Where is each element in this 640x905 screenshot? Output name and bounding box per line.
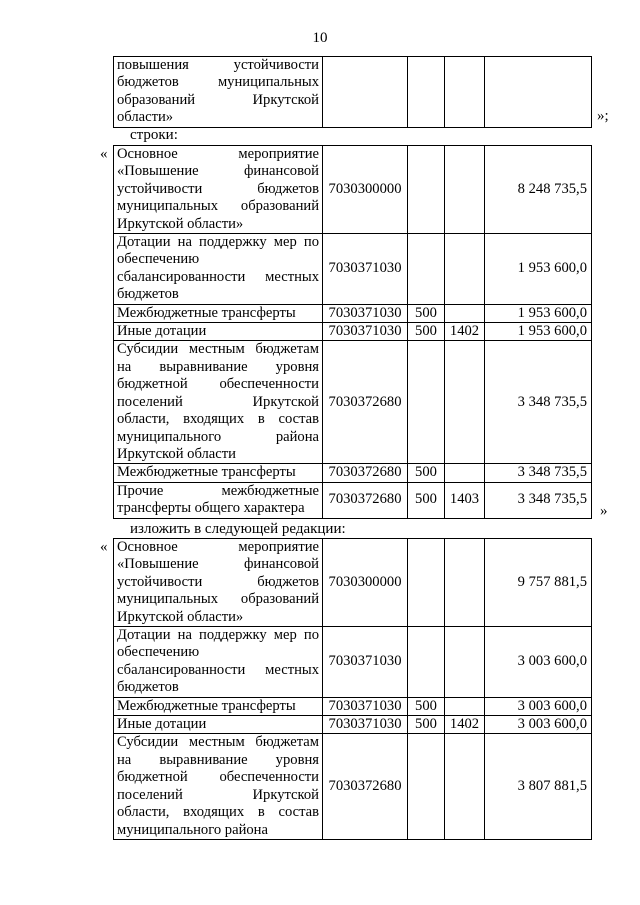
cell-section: 1402 <box>445 323 485 341</box>
cell-name <box>114 146 323 234</box>
table-row <box>114 539 592 627</box>
cell-code <box>323 57 408 128</box>
cell-name-line: муниципальных образований <box>117 591 319 608</box>
table-row <box>114 716 592 734</box>
cell-vr <box>408 341 445 464</box>
cell-section <box>445 304 485 322</box>
cell-section <box>445 539 485 627</box>
table-old-wording <box>113 145 592 519</box>
cell-name-line: Иркутской области» <box>117 215 244 232</box>
cell-name-line: Межбюджетные трансферты <box>117 304 296 321</box>
table-row <box>114 482 592 518</box>
cell-name-line: поселений Иркутской <box>117 393 319 410</box>
cell-code: 7030300000 <box>323 146 408 234</box>
cell-name-line: сбалансированности местных <box>117 268 319 285</box>
cell-section: 1402 <box>445 716 485 734</box>
table-row <box>114 464 592 482</box>
cell-name <box>114 304 323 322</box>
cell-name-line: устойчивости бюджетов <box>117 180 319 197</box>
cell-section <box>445 57 485 128</box>
opening-quote-new: « <box>100 539 108 555</box>
cell-vr <box>408 734 445 839</box>
cell-sum: 8 248 735,5 <box>485 146 592 234</box>
cell-sum: 3 348 735,5 <box>485 464 592 482</box>
cell-vr: 500 <box>408 482 445 518</box>
cell-name-line: Дотации на поддержку мер по <box>117 234 319 251</box>
cell-name-line: Иркутской области» <box>117 608 244 625</box>
cell-name-line: Основное мероприятие <box>117 539 319 555</box>
table-new-wording <box>113 538 592 840</box>
cell-name <box>114 716 323 734</box>
cell-name <box>114 57 323 128</box>
cell-name-line: бюджетов <box>117 286 179 303</box>
cell-name-line: Межбюджетные трансферты <box>117 464 296 481</box>
caption-lines: строки: <box>130 127 178 143</box>
cell-name-line: бюджетной обеспеченности <box>117 376 319 393</box>
cell-name-line: образований Иркутской <box>117 91 319 108</box>
cell-code: 7030371030 <box>323 323 408 341</box>
cell-name-line: поселений Иркутской <box>117 786 319 803</box>
cell-name-line: Основное мероприятие <box>117 146 319 162</box>
cell-sum: 3 348 735,5 <box>485 482 592 518</box>
table-row <box>114 341 592 464</box>
cell-vr <box>408 539 445 627</box>
opening-quote-old: « <box>100 146 108 162</box>
cell-section: 1403 <box>445 482 485 518</box>
cell-name-line: Иные дотации <box>117 716 207 733</box>
cell-code: 7030371030 <box>323 697 408 715</box>
cell-name-line: муниципального района <box>117 821 268 838</box>
table-row <box>114 323 592 341</box>
cell-name-line: области, входящих в состав <box>117 804 319 821</box>
cell-section <box>445 464 485 482</box>
cell-sum: 3 807 881,5 <box>485 734 592 839</box>
cell-name-line: повышения устойчивости <box>117 57 319 73</box>
cell-section <box>445 146 485 234</box>
cell-name-line: Иные дотации <box>117 323 207 340</box>
cell-section <box>445 341 485 464</box>
cell-vr: 500 <box>408 464 445 482</box>
page-number: 10 <box>312 30 328 46</box>
cell-name-line: «Повышение финансовой <box>117 556 319 573</box>
cell-name-line: Межбюджетные трансферты <box>117 697 296 714</box>
cell-name-line: Субсидии местным бюджетам <box>117 734 319 751</box>
cell-sum: 1 953 600,0 <box>485 304 592 322</box>
cell-name <box>114 464 323 482</box>
cell-sum: 3 003 600,0 <box>485 697 592 715</box>
cell-vr: 500 <box>408 697 445 715</box>
cell-name <box>114 539 323 627</box>
cell-sum: 1 953 600,0 <box>485 323 592 341</box>
cell-code: 7030371030 <box>323 716 408 734</box>
cell-code: 7030372680 <box>323 482 408 518</box>
table-row <box>114 57 592 128</box>
cell-section <box>445 734 485 839</box>
cell-name-line: на выравнивание уровня <box>117 358 319 375</box>
cell-sum: 3 348 735,5 <box>485 341 592 464</box>
cell-section <box>445 697 485 715</box>
cell-vr <box>408 627 445 698</box>
cell-name <box>114 323 323 341</box>
closing-quote-old: » <box>600 503 608 519</box>
cell-code: 7030371030 <box>323 234 408 305</box>
table-row <box>114 304 592 322</box>
cell-name <box>114 627 323 698</box>
cell-name-line: сбалансированности местных <box>117 661 319 678</box>
cell-name-line: «Повышение финансовой <box>117 163 319 180</box>
cell-name-line: обеспечению <box>117 251 200 268</box>
cell-name <box>114 482 323 518</box>
table-row <box>114 627 592 698</box>
table-row <box>114 234 592 305</box>
cell-sum: 1 953 600,0 <box>485 234 592 305</box>
cell-code: 7030372680 <box>323 341 408 464</box>
cell-name <box>114 341 323 464</box>
cell-vr <box>408 234 445 305</box>
table-fragment-top <box>113 56 592 128</box>
cell-name-line: области» <box>117 109 174 126</box>
cell-name-line: бюджетов муниципальных <box>117 74 319 91</box>
cell-section <box>445 234 485 305</box>
cell-sum: 9 757 881,5 <box>485 539 592 627</box>
cell-code: 7030371030 <box>323 304 408 322</box>
cell-name <box>114 697 323 715</box>
cell-vr: 500 <box>408 716 445 734</box>
cell-name <box>114 734 323 839</box>
cell-sum <box>485 57 592 128</box>
cell-code: 7030372680 <box>323 734 408 839</box>
cell-name-line: бюджетов <box>117 679 179 696</box>
cell-name-line: муниципального района <box>117 428 319 445</box>
cell-sum: 3 003 600,0 <box>485 627 592 698</box>
cell-vr <box>408 146 445 234</box>
cell-sum: 3 003 600,0 <box>485 716 592 734</box>
cell-code: 7030300000 <box>323 539 408 627</box>
table-row <box>114 146 592 234</box>
cell-name-line: устойчивости бюджетов <box>117 573 319 590</box>
cell-name-line: на выравнивание уровня <box>117 751 319 768</box>
cell-name-line: Дотации на поддержку мер по <box>117 627 319 644</box>
cell-name-line: обеспечению <box>117 644 200 661</box>
table-row <box>114 734 592 839</box>
cell-name-line: области, входящих в состав <box>117 411 319 428</box>
cell-code: 7030371030 <box>323 627 408 698</box>
cell-name-line: Иркутской области <box>117 445 236 462</box>
cell-code: 7030372680 <box>323 464 408 482</box>
cell-vr: 500 <box>408 323 445 341</box>
cell-name-line: Субсидии местным бюджетам <box>117 341 319 358</box>
cell-vr <box>408 57 445 128</box>
closing-quote-semicolon: »; <box>597 108 609 124</box>
cell-name-line: трансферты общего характера <box>117 500 305 517</box>
caption-new-edition: изложить в следующей редакции: <box>130 521 346 537</box>
cell-section <box>445 627 485 698</box>
cell-name <box>114 234 323 305</box>
cell-name-line: бюджетной обеспеченности <box>117 769 319 786</box>
cell-name-line: муниципальных образований <box>117 198 319 215</box>
cell-vr: 500 <box>408 304 445 322</box>
table-row <box>114 697 592 715</box>
cell-name-line: Прочие межбюджетные <box>117 482 319 499</box>
